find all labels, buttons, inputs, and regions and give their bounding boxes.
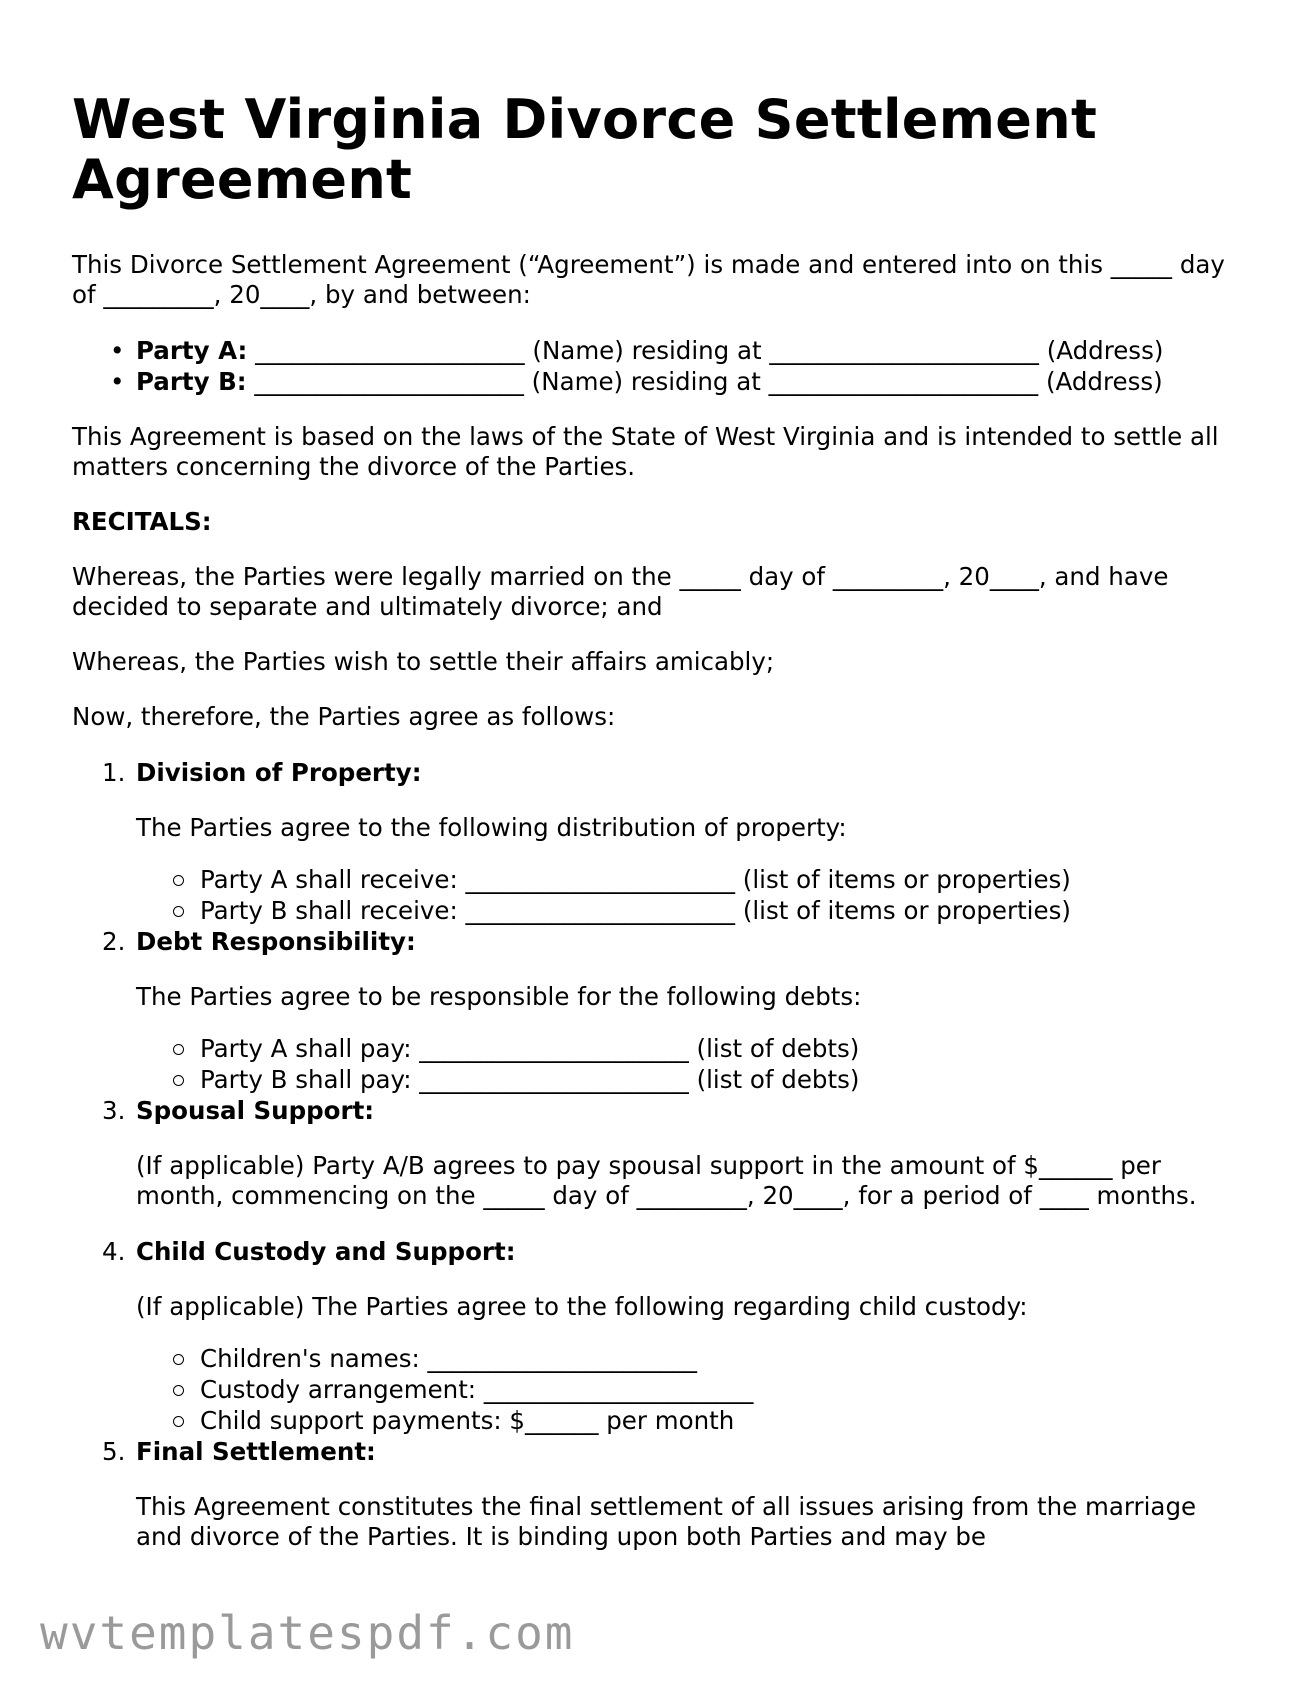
party-b-text: ______________________ (Name) residing at ______________________ (Address) (246, 367, 1163, 396)
section-body: (If applicable) The Parties agree to the following regarding child custody: (136, 1292, 1028, 1321)
section-final-settlement (102, 1436, 1232, 1552)
section-body: The Parties agree to be responsible for the following debts: (136, 982, 862, 1011)
list-item: Custody arrangement: ______________________ (200, 1374, 1232, 1405)
section-heading: Child Custody and Support: (136, 1237, 516, 1266)
section-heading: Debt Responsibility: (136, 927, 416, 956)
watermark-text: wvtemplatespdf.com (40, 1606, 575, 1660)
section-debt (102, 926, 1232, 1095)
section-body: The Parties agree to the following distribution of property: (136, 813, 847, 842)
sections-list (72, 757, 1232, 1552)
party-a-label: Party A: (136, 336, 248, 365)
section-heading: Final Settlement: (136, 1437, 376, 1466)
party-b-item (136, 366, 1232, 397)
party-b-label: Party B: (136, 367, 247, 396)
section-number: 1. (102, 758, 126, 787)
party-a-text: ______________________ (Name) residing at ______________________ (Address) (247, 336, 1164, 365)
list-item: Party B shall receive: ______________________ (list of items or properties) (200, 895, 1232, 926)
recitals-heading: RECITALS: (72, 507, 212, 536)
list-item: Child support payments: $______ per month (200, 1405, 1232, 1436)
section-body: This Agreement constitutes the final settlement of all issues arising from the marriage and divorce of the Parties. It is binding upon both Parties and may be (136, 1492, 1197, 1551)
section-property (102, 757, 1232, 926)
basis-paragraph: This Agreement is based on the laws of the State of West Virginia and is intended to settle all matters concerning the divorce of the Parties. (72, 422, 1219, 481)
recital-married: Whereas, the Parties were legally married on the _____ day of _________, 20____, and have decided to separate and ultimately divorce; and (72, 562, 1169, 621)
list-item: Party A shall receive: ______________________ (list of items or properties) (200, 864, 1232, 895)
list-item: Party A shall pay: ______________________ (list of debts) (200, 1033, 1232, 1064)
party-a-item (136, 335, 1232, 366)
parties-list (72, 335, 1232, 397)
custody-list (136, 1343, 1232, 1436)
recital-amicable: Whereas, the Parties wish to settle their affairs amicably; (72, 647, 775, 676)
recital-therefore: Now, therefore, the Parties agree as follows: (72, 702, 616, 731)
list-item: Party B shall pay: ______________________ (list of debts) (200, 1064, 1232, 1095)
section-heading: Spousal Support: (136, 1096, 375, 1125)
section-number: 2. (102, 927, 126, 956)
section-number: 5. (102, 1437, 126, 1466)
section-number: 3. (102, 1096, 126, 1125)
document-title: West Virginia Divorce Settlement Agreement (72, 88, 1098, 211)
debt-list (136, 1033, 1232, 1095)
property-list (136, 864, 1232, 926)
list-item: Children's names: ______________________ (200, 1343, 1232, 1374)
section-spousal-support (102, 1095, 1232, 1211)
section-child-custody (102, 1236, 1232, 1436)
intro-paragraph: This Divorce Settlement Agreement (“Agreement”) is made and entered into on this _____ day of _________, 20____, by and between: (72, 250, 1225, 309)
section-number: 4. (102, 1237, 126, 1266)
section-body: (If applicable) Party A/B agrees to pay spousal support in the amount of $______ per month, commencing on the _____ day of _________, 20____, for a period of ____ months. (136, 1151, 1197, 1210)
section-heading: Division of Property: (136, 758, 422, 787)
document-page (72, 90, 1232, 1577)
